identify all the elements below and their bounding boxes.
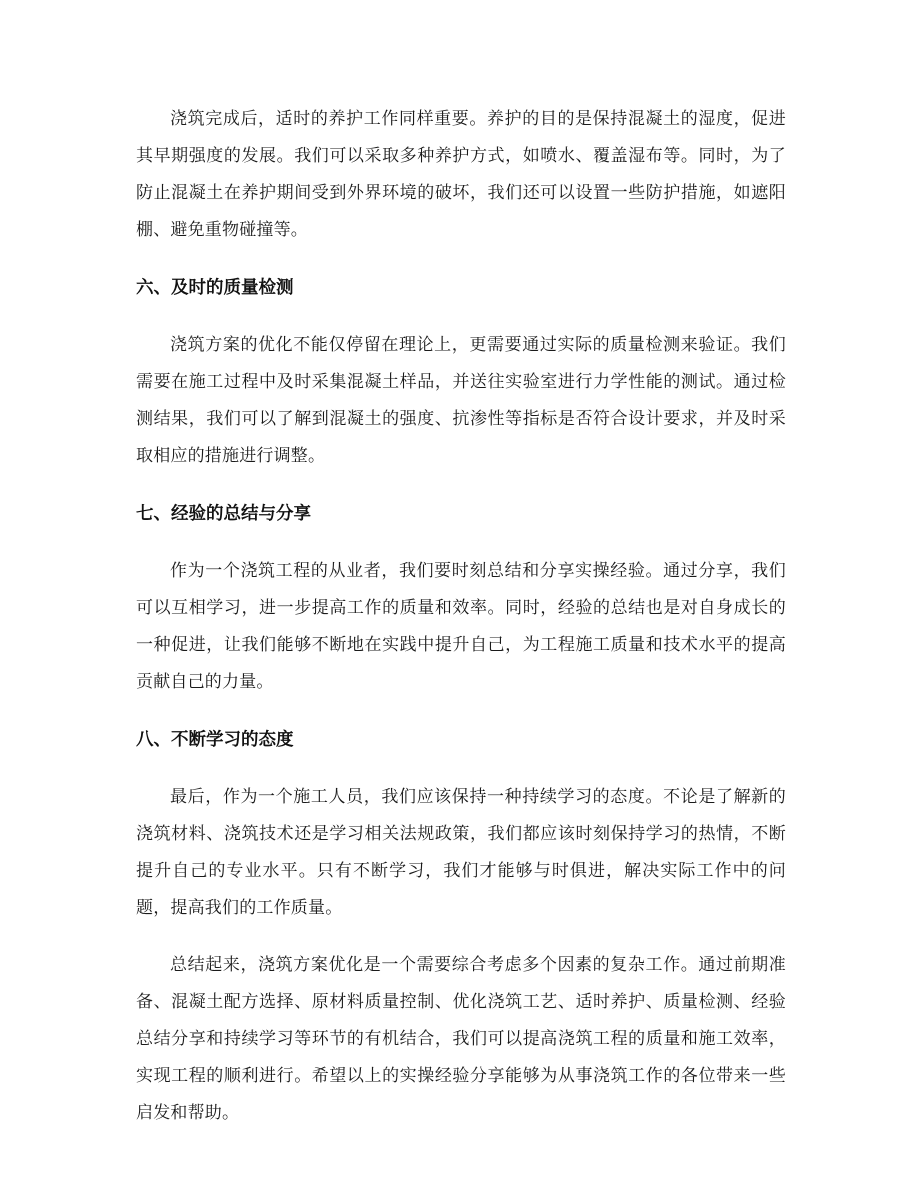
paragraph-quality-inspection: 浇筑方案的优化不能仅停留在理论上，更需要通过实际的质量检测来验证。我们需要在施工过程中及时采集混凝土样品，并送往实验室进行力学性能的测试。通过检测结果，我们可以了解到混凝土的强度、抗渗性等指标是否符合设计要求，并及时采取相应的措施进行调整。 — [136, 335, 786, 466]
document-page — [136, 0, 786, 1132]
paragraph-continuous-learning: 最后，作为一个施工人员，我们应该保持一种持续学习的态度。不论是了解新的浇筑材料、浇筑技术还是学习相关法规政策，我们都应该时刻保持学习的热情，不断提升自己的专业水平。只有不断学习，我们才能够与时俱进，解决实际工作中的问题，提高我们的工作质量。 — [136, 787, 786, 918]
section-heading-experience-sharing: 七、经验的总结与分享 — [136, 504, 311, 524]
paragraph-experience-sharing: 作为一个浇筑工程的从业者，我们要时刻总结和分享实操经验。通过分享，我们可以互相学习，进一步提高工作的质量和效率。同时，经验的总结也是对自身成长的一种促进，让我们能够不断地在实践中提升自己，为工程施工质量和技术水平的提高贡献自己的力量。 — [136, 561, 786, 692]
paragraph-conclusion: 总结起来，浇筑方案优化是一个需要综合考虑多个因素的复杂工作。通过前期准备、混凝土配方选择、原材料质量控制、优化浇筑工艺、适时养护、质量检测、经验总结分享和持续学习等环节的有机结合，我们可以提高浇筑工程的质量和施工效率，实现工程的顺利进行。希望以上的实操经验分享能够为从事浇筑工作的各位带来一些启发和帮助。 — [136, 955, 786, 1123]
section-heading-quality-inspection: 六、及时的质量检测 — [136, 278, 294, 298]
section-heading-continuous-learning: 八、不断学习的态度 — [136, 730, 294, 750]
paragraph-curing: 浇筑完成后，适时的养护工作同样重要。养护的目的是保持混凝土的湿度，促进其早期强度的发展。我们可以采取多种养护方式，如喷水、覆盖湿布等。同时，为了防止混凝土在养护期间受到外界环境的破坏，我们还可以设置一些防护措施，如遮阳棚、避免重物碰撞等。 — [136, 109, 786, 240]
